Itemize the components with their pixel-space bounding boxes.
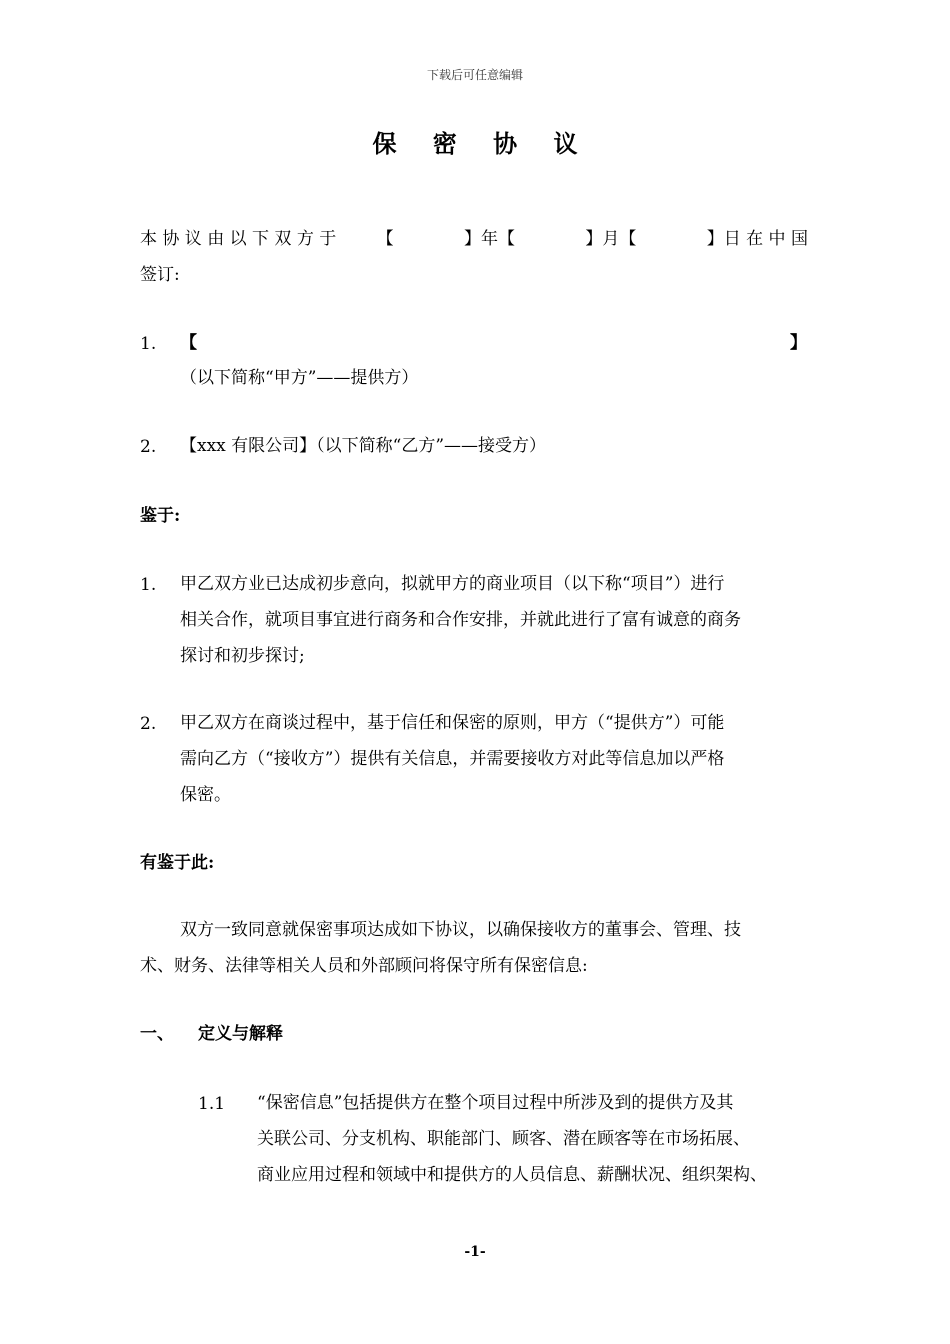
whereas-heading: 鉴于: <box>140 506 181 526</box>
party-1-alias: （以下简称“甲方”——提供方） <box>180 368 419 388</box>
whereas-2-line: 需向乙方（“接收方”）提供有关信息，并需要接收方对此等信息加以严格 <box>180 749 725 769</box>
whereas-2-number: 2. <box>140 714 157 734</box>
party-2-line: 【xxx 有限公司】（以下简称“乙方”——接受方） <box>180 436 547 456</box>
intro-part: 本 协 议 由 以 下 双 方 于 <box>140 229 337 249</box>
party-1-bracket-close: 】 <box>790 333 807 353</box>
whereas-1-line: 甲乙双方业已达成初步意向，拟就甲方的商业项目（以下称“项目”）进行 <box>180 574 725 594</box>
intro-part: 】年【 <box>463 229 515 249</box>
therefore-heading: 有鉴于此: <box>140 853 215 873</box>
party-1-number: 1. <box>140 334 157 354</box>
party-1-bracket-open: 【 <box>180 333 197 353</box>
whereas-1-line: 探讨和初步探讨; <box>180 646 305 666</box>
section-1-title: 定义与解释 <box>198 1024 283 1044</box>
intro-part: 】月【 <box>585 229 637 249</box>
agreement-line: 术、财务、法律等相关人员和外部顾问将保守所有保密信息: <box>140 956 588 976</box>
document-title: 保 密 协 议 <box>372 129 592 158</box>
intro-line-1 <box>140 221 808 257</box>
whereas-2-line: 保密。 <box>180 785 231 805</box>
agreement-line: 双方一致同意就保密事项达成如下协议，以确保接收方的董事会、管理、技 <box>180 920 741 940</box>
section-1-number: 一、 <box>140 1024 174 1044</box>
page-number: -1- <box>464 1244 486 1260</box>
intro-part: 【 <box>376 229 394 249</box>
intro-line-2: 签订: <box>140 265 180 285</box>
clause-1-1-line: 关联公司、分支机构、职能部门、顾客、潜在顾客等在市场拓展、 <box>257 1129 750 1149</box>
clause-1-1-number: 1.1 <box>198 1094 226 1114</box>
whereas-1-line: 相关合作，就项目事宜进行商务和合作安排，并就此进行了富有诚意的商务 <box>180 610 741 630</box>
party-2-number: 2. <box>140 437 157 457</box>
clause-1-1-line: “保密信息”包括提供方在整个项目过程中所涉及到的提供方及其 <box>257 1093 734 1113</box>
whereas-2-line: 甲乙双方在商谈过程中，基于信任和保密的原则，甲方（“提供方”）可能 <box>180 713 725 733</box>
page-header-note: 下载后可任意编辑 <box>426 68 523 82</box>
whereas-1-number: 1. <box>140 575 157 595</box>
clause-1-1-line: 商业应用过程和领域中和提供方的人员信息、薪酬状况、组织架构、 <box>257 1165 767 1185</box>
intro-part: 】日 在 中 国 <box>706 229 808 249</box>
